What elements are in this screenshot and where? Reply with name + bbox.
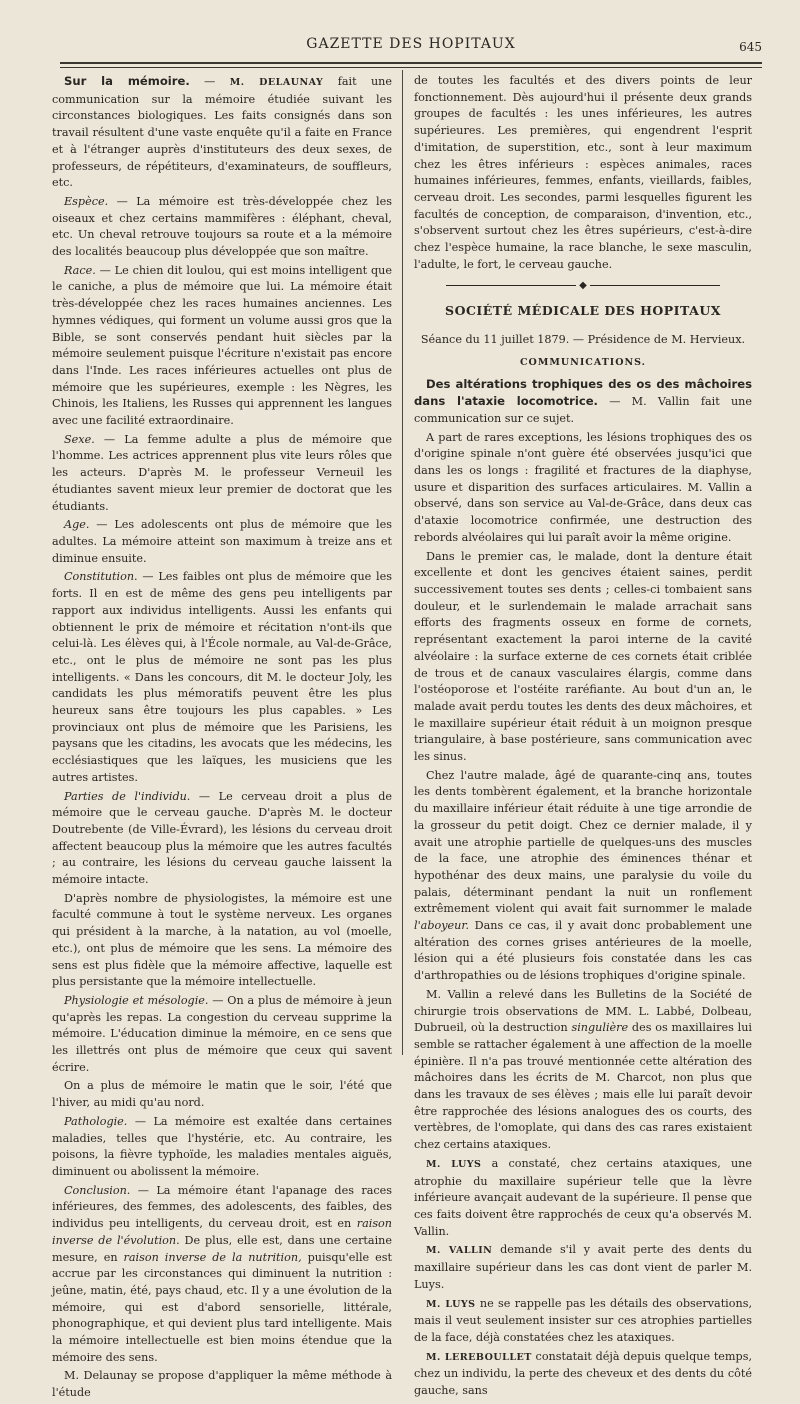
paragraph: Physiologie et mésologie. — On a plus de mémoire à jeun qu'après les repas. La congestion du cerveau supprime la mémoire. L'éducation diminue la mémoire, en ce sens que les illettrés ont plus de mémoire que ceux qui savent écrire. <box>52 993 392 1074</box>
paragraph: de toutes les facultés et des divers points de leur fonctionnement. Dès aujourd'hui il présente deux grands groupes de facultés : les unes inférieures, les autres supérieures. Les premières, qui engendrent l'esprit d'imitation, de superstition, etc., sont à leur maximum chez les êtres inférieurs : espèces animales, races humaines inférieures, femmes, enfants, vieillards, faibles, cerveau droit. Les secondes, parmi lesquelles figurent les facultés de conception, de comparaison, d'invention, etc., s'observent surtout chez les êtres supérieurs, c'est-à-dire chez l'espèce humaine, la race blanche, le sexe masculin, l'adulte, le fort, le cerveau gauche. <box>414 74 752 271</box>
right-column <box>414 73 752 1402</box>
column-divider <box>402 70 403 1055</box>
paragraph: Chez l'autre malade, âgé de quarante-cinq ans, toutes les dents tombèrent également, et la branche horizontale du maxillaire inférieur était réduite à une tige arrondie de la grosseur du petit doigt. Chez ce dernier malade, il y avait une atrophie partielle de quelques-uns des muscles de la face, une atrophie des éminences thénar et hypothénar des deux mains, une paralysie du voile du palais, déterminant pendant la nuit un ronflement extrêmement violent qui avait fait surnommer le malade l'aboyeur. Dans ce cas, il y avait donc probablement une altération des cornes grises antérieures de la moelle, lésion qui a été plusieurs fois constatée dans les cas d'arthropathies ou de lésions trophiques d'origine spinale. <box>414 768 752 983</box>
paragraph: Parties de l'individu. — Le cerveau droit a plus de mémoire que le cerveau gauche. D'après M. le docteur Doutrebente (de Ville-Évrard), les lésions du cerveau droit affectent beaucoup plus la mémoire que les autres facultés ; au contraire, les lésions du cerveau gauche laissent la mémoire intacte. <box>52 789 393 887</box>
paragraph: Race. — Le chien dit loulou, qui est moins intelligent que le caniche, a plus de mémoire que lui. La mémoire était très-développée chez les races humaines anciennes. Les hymnes védiques, qui forment un volume aussi gros que la Bible, se sont conservés pendant huit siècles par la mémoire seulement puisque l'écriture n'existait pas encore dans l'Inde. Les races inférieures actuelles ont plus de mémoire que les supérieures, exemple : les Nègres, les Chinois, les Italiens, les Russes qui apprennent les langues avec une facilité extraordinaire. <box>52 263 392 428</box>
paragraph-lead: Espèce. <box>64 194 109 208</box>
paragraph: Conclusion. — La mémoire étant l'apanage des races inférieures, des femmes, des adolescents, des faibles, des individus peu intelligents, du cerveau droit, est en raison inverse de l'évolution. De plus, elle est, dans une certaine mesure, en raison inverse de la nutrition, puisqu'elle est accrue par les circonstances qui diminuent la nutrition : jeûne, matin, été, pays chaud, etc. Il y a une évolution de la mémoire, qui est d'abord sensorielle, littérale, phonographique, et qui devient plus tard intelligente. Mais la mémoire intellectuelle est bien moins étendue que la mémoire des sens. <box>52 1183 393 1364</box>
journal-title: GAZETTE DES HOPITAUX <box>306 36 516 52</box>
paragraph-lead: Pathologie. <box>64 1114 128 1128</box>
header-rule <box>60 62 762 68</box>
paragraph-lead: Race. <box>64 263 96 277</box>
page-header <box>60 32 762 58</box>
paragraph-lead: Sexe. <box>64 432 95 446</box>
paragraph-lead: Parties de l'individu. <box>64 789 191 803</box>
paragraph: A part de rares exceptions, les lésions trophiques des os d'origine spinale n'ont guère été observées jusqu'ici que dans les os longs : fragilité et fractures de la diaphyse, usure et disparition des surfaces articulaires. M. Vallin a observé, dans son service au Val-de-Grâce, dans deux cas d'ataxie locomotrice confirmée, une destruction des rebords alvéolaires qui lui paraît avoir la même origine. <box>414 430 752 544</box>
paragraph: M. LUYS ne se rappelle pas les détails des observations, mais il veut seulement insister sur ces atrophies partielles de la face, déjà constatées chez les ataxiques. <box>414 1296 753 1344</box>
session-line: Séance du 11 juillet 1879. — Présidence de M. Hervieux. <box>420 333 746 347</box>
paragraph: Des altérations trophiques des os des mâchoires dans l'ataxie locomotrice. — M. Vallin fait une communication sur ce sujet. <box>414 376 752 425</box>
paragraph-lead: Sur la mémoire. <box>64 74 190 88</box>
article-title: Des altérations trophiques des os des mâchoires dans l'ataxie locomotrice. <box>414 376 752 409</box>
speaker-name: M. LUYS <box>426 1158 482 1170</box>
left-column <box>52 73 392 1404</box>
paragraph: M. Vallin a relevé dans les Bulletins de la Société de chirurgie trois observations de MM. L. Labbé, Dolbeau, Dubrueil, où la destruction singulière des os maxillaires lui semble se rattacher également à une affection de la moelle épinière. Il n'a pas trouvé mentionnée cette altération des mâchoires dans les écrits de M. Charcot, non plus que dans les travaux de ses élèves ; mais elle lui paraît devoir être rapprochée des lésions analogues des os courts, des vertèbres, de l'omoplate, qui dans des cas rares existaient chez certains ataxiques. <box>414 987 752 1152</box>
paragraph: M. Delaunay se propose d'appliquer la même méthode à l'étude <box>52 1369 392 1400</box>
paragraph: M. LUYS a constaté, chez certains ataxiques, une atrophie du maxillaire supérieur telle que la lèvre inférieure avançait audevant de la supérieure. Il pense que ces faits doivent être rapprochés de ceux qu'a observés M. Vallin. <box>414 1156 753 1238</box>
paragraph: Constitution. — Les faibles ont plus de mémoire que les forts. Il en est de même des gens peu intelligents par rapport aux individus intelligents. Aussi les enfants qui obtiennent le prix de mémoire et récitation n'ont-ils que celui-là. Les élèves qui, à l'École normale, au Val-de-Grâce, etc., ont le plus de mémoire ne sont pas les plus intelligents. « Dans les concours, dit M. le docteur Joly, les candidats les plus mémoratifs peuvent être les plus heureux sans être toujours les plus capables. » Les provinciaux ont plus de mémoire que les Parisiens, les paysans que les citadins, les avocats que les médecins, les ecclésiastiques que les laïques, les musiciens que les autres artistes. <box>52 570 392 784</box>
paragraph-lead: Constitution. <box>64 570 138 584</box>
speaker-name: M. DELAUNAY <box>229 77 324 88</box>
speaker-name: M. LEREBOULLET <box>426 1351 532 1363</box>
section-title: SOCIÉTÉ MÉDICALE DES HOPITAUX <box>445 303 721 319</box>
paragraph: Sur la mémoire. — M. DELAUNAY fait une communication sur la mémoire étudiée suivant les circonstances biologiques. Les faits consignés dans son travail résultent d'une vaste enquête qu'il a faite en France et à l'étranger auprès d'instituteurs des deux sexes, de professeurs, de répétiteurs, d'examinateurs, de souffleurs, etc. <box>52 74 393 190</box>
paragraph: Pathologie. — La mémoire est exaltée dans certaines maladies, telles que l'hystérie, etc. Au contraire, les poisons, la fièvre typhoïde, les maladies mentales aiguës, diminuent ou abolissent la mémoire. <box>52 1114 392 1178</box>
paragraph: Age. — Les adolescents ont plus de mémoire que les adultes. La mémoire atteint son maximum à treize ans et diminue ensuite. <box>52 518 392 565</box>
paragraph: M. VALLIN demande s'il y avait perte des dents du maxillaire supérieur dans les cas dont vient de parler M. Luys. <box>414 1243 752 1291</box>
section-ornament: ◆ <box>414 281 752 291</box>
speaker-name: M. VALLIN <box>426 1245 493 1257</box>
paragraph-lead: Physiologie et mésologie. <box>64 993 209 1007</box>
paragraph: D'après nombre de physiologistes, la mémoire est une faculté commune à tout le système nerveux. Les organes qui président à la marche, à la natation, au vol (moelle, etc.), ont plus de mémoire que les sens. La mémoire des sens est plus fidèle que la mémoire affective, laquelle est plus persistante que la mémoire intellectuelle. <box>52 891 392 989</box>
speaker-name: M. LUYS <box>426 1298 476 1310</box>
paragraph: Sexe. — La femme adulte a plus de mémoire que l'homme. Les actrices apprennent plus vite leurs rôles que les acteurs. D'après M. le professeur Verneuil les étudiantes savent mieux leur premier de doctorat que les étudiants. <box>52 432 392 513</box>
page-number: 645 <box>739 40 762 54</box>
paragraph-lead: Age. <box>64 518 90 532</box>
paragraph-lead: Conclusion. <box>64 1183 131 1197</box>
paragraph: M. LEREBOULLET constatait déjà depuis quelque temps, chez un individu, la perte des cheveux et des dents du côté gauche, sans <box>414 1349 752 1398</box>
paragraph: Dans le premier cas, le malade, dont la denture était excellente et dont les gencives étaient saines, perdit successivement toutes ses dents ; celles-ci tombaient sans douleur, et le surlendemain le malade arrachait sans efforts des fragments osseux en forme de cornets, représentant exactement la paroi interne de la cavité alvéolaire : la surface externe de ces cornets était criblée de trous et de canaux vasculaires élargis, comme dans l'ostéoporose et l'ostéite raréfiante. Au bout d'un an, le malade avait perdu toutes les dents des deux mâchoires, et le maxillaire supérieur était réduit à un moignon presque triangulaire, à base postérieure, sans communication avec les sinus. <box>414 549 752 764</box>
paragraph: On a plus de mémoire le matin que le soir, l'été que l'hiver, au midi qu'au nord. <box>52 1079 392 1110</box>
paragraph: Espèce. — La mémoire est très-développée chez les oiseaux et chez certains mammifères : éléphant, cheval, etc. Un cheval retrouve toujours sa route et a la mémoire des localités beaucoup plus développée que son maître. <box>52 194 392 259</box>
subheading: COMMUNICATIONS. <box>520 356 646 368</box>
